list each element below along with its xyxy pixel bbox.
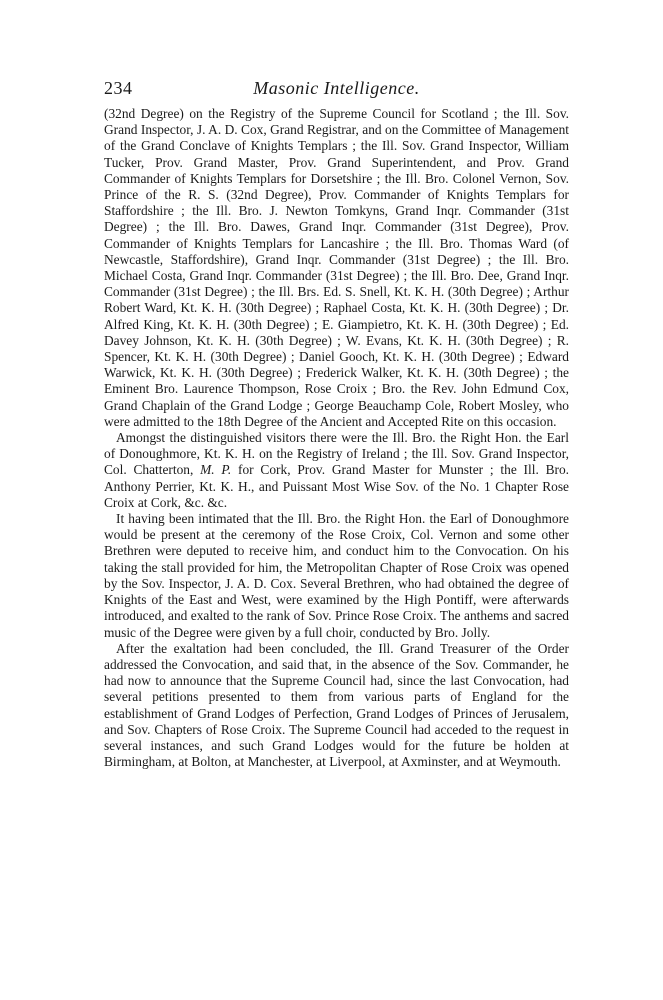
paragraph-text: It having been intimated that the Ill. Bro. the Right Hon. the Earl of Donoughmore would be present at the ceremony of the Rose Croix, Col. Vernon and some other Brethren were deputed to receive him, and conduct him to the Convocation. On his taking the stall provided for him, the Metropolitan Chapter of Rose Croix was opened by the Sov. Inspector, J. A. D. Cox. Several Brethren, who had obtained the degree of Knights of the East and West, were examined by the High Pontiff, were afterwards introduced, and exalted to the rank of Sov. Prince Rose Croix. The anthems and sacred music of the Degree were given by a full choir, conducted by Bro. Jolly. bbox=[104, 511, 569, 640]
paragraph-text: After the exaltation had been concluded, the Ill. Grand Treasurer of the Order addressed the Convocation, and said that, in the absence of the Sov. Commander, he had now to announce that the Supreme Council had, since the last Convocation, had several petitions presented to them from various parts of England for the establishment of Grand Lodges of Perfection, Grand Lodges of Princes of Jerusalem, and Sov. Chapters of Rose Croix. The Supreme Council had acceded to the request in several instances, and such Grand Lodges would for the future be holden at Birmingham, at Bolton, at Manchester, at Liverpool, at Axminster, and at Weymouth. bbox=[104, 640, 569, 770]
paragraph-text: (32nd Degree) on the Registry of the Supreme Council for Scotland ; the Ill. Sov. Grand Inspector, J. A. D. Cox, Grand Registrar, and on the Committee of Management of the Grand Conclave of Knights Templars ; the Ill. Sov. Grand Inspector, William Tucker, Prov. Grand Master, Prov. Grand Superintendent, and Prov. Grand Commander of Knights Templars for Dorsetshire ; the Ill. Bro. Colonel Vernon, Sov. Prince of the R. S. (32nd Degree), Prov. Commander of Knights Templars for Staffordshire ; the Ill. Bro. J. Newton Tomkyns, Grand Inqr. Commander (31st Degree) ; the Ill. Bro. Dawes, Grand Inqr. Commander (31st Degree), Prov. Commander of Knights Templars for Lancashire ; the Ill. Bro. Thomas Ward (of Newcastle, Staffordshire), Grand Inqr. Commander (31st Degree) ; the Ill. Bro. Michael Costa, Grand Inqr. Commander (31st Degree) ; the Ill. Bro. Dee, Grand Inqr. Commander (31st Degree) ; the Ill. Brs. Ed. S. Snell, Kt. K. H. (30th Degree) ; Arthur Robert Ward, Kt. K. H. (30th Degree) ; Raphael Costa, Kt. K. H. (30th Degree) ; Dr. Alfred King, Kt. K. H. (30th Degree) ; E. Giampietro, Kt. K. H. (30th Degree) ; Ed. Davey Johnson, Kt. K. H. (30th Degree) ; W. Evans, Kt. K. H. (30th Degree) ; R. Spencer, Kt. K. H. (30th Degree) ; Daniel Gooch, Kt. K. H. (30th Degree) ; Edward Warwick, Kt. K. H. (30th Degree) ; Frederick Walker, Kt. K. H. (30th Degree) ; the Eminent Bro. Laurence Thompson, Rose Croix ; Bro. the Rev. John Edmund Cox, Grand Chaplain of the Grand Lodge ; George Beauchamp Cole, Robert Mosley, who were admitted to the 18th Degree of the Ancient and Accepted Rite on this occasion. bbox=[104, 106, 569, 429]
page-number: 234 bbox=[104, 78, 133, 98]
body-text bbox=[104, 106, 569, 770]
running-title: Masonic Intelligence. bbox=[253, 78, 420, 98]
paragraph-distinguished-visitors bbox=[104, 430, 569, 511]
italic-text: M. P. bbox=[200, 462, 232, 478]
paragraph-grand-treasurer-address bbox=[104, 641, 569, 771]
paragraph-text: Amongst the distinguished visitors there were the Ill. Bro. the Right Hon. the Earl of Donoughmore, Kt. K. H. on the Registry of Ireland ; the Ill. Sov. Grand Inspector, Col. Chatterton, bbox=[104, 430, 569, 478]
book-page bbox=[104, 78, 569, 770]
running-head bbox=[104, 78, 569, 100]
paragraph-text: for Cork, Prov. Grand Master for Munster ; the Ill. Bro. Anthony Perrier, Kt. K. H., and Puissant Most Wise Sov. of the No. 1 Chapter Rose Croix at Cork, &c. &c. bbox=[104, 462, 570, 510]
paragraph-rose-croix-ceremony bbox=[104, 511, 569, 641]
paragraph-registry-list bbox=[104, 106, 569, 430]
